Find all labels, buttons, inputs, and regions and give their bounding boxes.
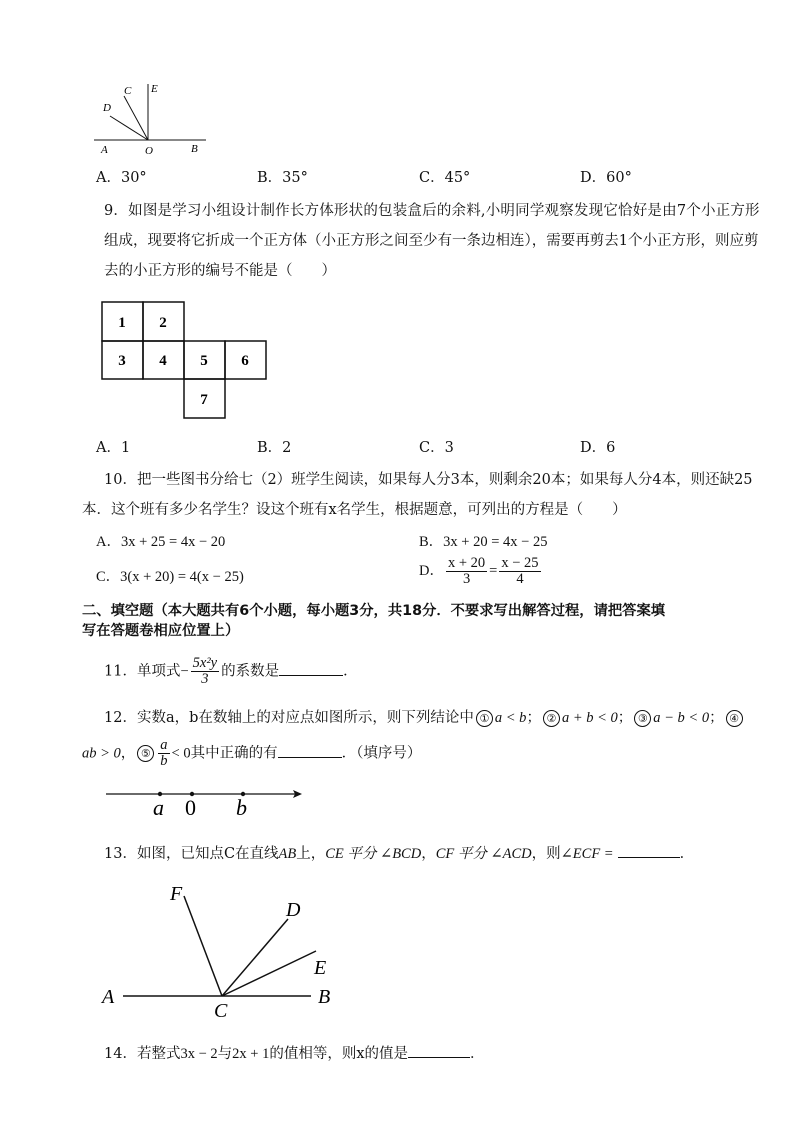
q10-line-1: 10．把一些图书分给七（2）班学生阅读，如果每人分3本，则剩余20本；如果每人分4本，则还缺25 [104,472,753,488]
fraction-denominator: 3 [201,671,209,688]
q13 [104,842,694,863]
q11-prefix: 11．单项式 [104,663,181,680]
q12-prefix: 12．实数a，b在数轴上的对应点如图所示，则下列结论中 [104,710,474,726]
fraction-numerator: a [160,737,168,753]
q12-circle-5: ⑤ [137,745,154,762]
q12-end: ．（填序号） [341,745,422,762]
ray-ce [222,951,316,996]
q12-expr-2: a + b < 0 [561,710,618,726]
label-a: A [102,986,115,1008]
q12-answer-blank[interactable] [278,743,342,758]
net-label-2: 2 [159,315,167,331]
fraction-numerator: x − 25 [501,555,539,571]
q12-circle-4: ④ [726,710,743,727]
q13-end: ． [679,846,695,862]
q13-mid-2: ， [421,846,436,862]
q10-option-d-left-fraction [446,556,487,587]
q14-suffix: 的值相等，则x的值是 [269,1046,409,1062]
q9-option-a: A．1 [96,440,131,456]
section-2-heading-line-1: 二、填空题（本大题共有6个小题，每小题3分，共18分．不要求写出解答过程，请把答案填 [82,603,666,619]
q10-option-a: A．3x + 25 = 4x − 20 [96,534,226,550]
q13-answer-blank[interactable] [618,843,680,858]
q9-line-2: 组成，现要将它折成一个正方体（小正方形之间至少有一条边相连），需要再剪去1个小正方形，则应剪 [104,233,759,249]
ray-oc [124,96,148,140]
fraction-denominator: b [160,753,168,770]
q12-line-1 [104,706,745,727]
q12-line-2 [82,738,421,769]
label-o: O [145,145,153,157]
q12-sep: ； [526,710,541,726]
section-2-heading-line-2: 写在答题卷相应位置上） [82,623,240,639]
label-b: B [191,143,198,155]
q11-end: ． [343,663,358,680]
q10-option-c: C．3(x + 20) = 4(x − 25) [96,569,244,585]
net-label-5: 5 [200,353,208,369]
ray-od [110,116,148,140]
q13-mid-1: 上， [296,846,326,862]
q14-mid: 与 [217,1046,233,1062]
q12-comma: ， [120,745,136,762]
q9-line-1: 9．如图是学习小组设计制作长方体形状的包装盒后的余料,小明同学观察发现它恰好是由7个小正方形 [104,203,760,219]
q13-ecf: ∠ECF = [560,846,614,862]
label-c: C [124,85,132,97]
label-d: D [103,102,111,114]
q12-suffix: 其中正确的有 [190,745,278,762]
q10-option-b: B．3x + 20 = 4x − 25 [419,534,548,550]
q9-option-b: B．2 [257,440,292,456]
q12-expr-5-rest: < 0 [171,745,191,762]
point-b-label: b [236,795,247,820]
q13-ce: CE 平分 ∠BCD [325,846,422,862]
fraction-numerator: 5x²y [192,655,218,671]
point-zero-label: 0 [185,795,196,820]
q13-prefix: 13．如图，已知点C在直线 [104,846,279,862]
q11-suffix: 的系数是 [221,663,280,680]
point-a-label: a [153,795,164,820]
net-label-6: 6 [241,353,249,369]
q12-circle-1: ① [476,710,493,727]
ray-cf [184,896,222,996]
label-f: F [170,883,183,905]
label-e: E [151,83,158,95]
q12-expr-3: a − b < 0 [653,710,710,726]
q9-line-3: 去的小正方形的编号不能是（ ） [104,263,336,279]
number-line-figure [100,780,310,820]
q14 [104,1042,485,1063]
q8-option-c: C．45° [419,170,471,186]
label-a: A [101,144,108,156]
fraction-denominator: 3 [462,571,471,588]
cube-net-figure [100,300,270,420]
q13-mid-3: ，则 [531,846,561,862]
q11-fraction [191,656,219,687]
label-c: C [214,1000,228,1021]
q10-line-2: 本．这个班有多少名学生？设这个班有x名学生，根据题意，可列出的方程是（ ） [82,502,627,518]
q14-expr-1: 3x − 2 [180,1046,218,1062]
net-label-7: 7 [200,392,208,408]
q9-option-d: D．6 [580,440,616,456]
q9-option-c: C．3 [419,440,454,456]
label-e: E [314,957,327,979]
angle-bisector-figure [96,876,346,1021]
q12-expr-1: a < b [494,710,527,726]
label-d: D [286,899,301,921]
net-label-1: 1 [118,315,126,331]
q14-end: ． [470,1046,485,1062]
q14-answer-blank[interactable] [408,1043,470,1058]
q8-option-d: D．60° [580,170,632,186]
q11 [104,656,358,687]
q10-option-d-prefix: D． [419,563,444,580]
q12-sep: ； [617,710,633,726]
ray-cd [222,919,288,996]
q10-option-d [419,556,543,587]
label-b: B [318,986,331,1008]
q8-option-a: A．30° [96,170,147,186]
q14-expr-2: 2x + 1 [232,1046,270,1062]
q12-circle-2: ② [543,710,560,727]
q12-expr-5-fraction [158,738,169,769]
q13-ab: AB [278,846,297,862]
fraction-denominator: 4 [516,571,524,588]
net-label-4: 4 [159,353,167,369]
fraction-numerator: x + 20 [447,555,486,571]
q11-minus: − [180,663,189,680]
q10-option-d-equals: = [489,563,498,580]
q12-circle-3: ③ [634,710,651,727]
q11-answer-blank[interactable] [279,661,343,676]
q10-option-d-right-fraction [499,556,540,587]
q12-expr-4: ab > 0 [82,745,121,762]
q14-prefix: 14．若整式 [104,1046,181,1062]
q12-sep: ； [709,710,724,726]
net-label-3: 3 [118,353,126,369]
q13-cf: CF 平分 ∠ACD [435,846,532,862]
q8-option-b: B．35° [257,170,308,186]
angle-figure [88,80,218,158]
